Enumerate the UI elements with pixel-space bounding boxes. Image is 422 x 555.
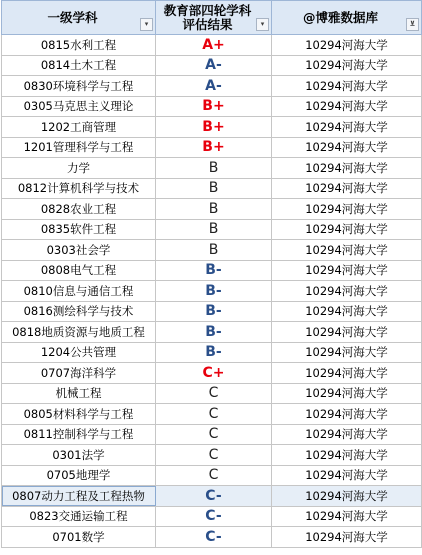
- cell-discipline[interactable]: 0814土木工程: [2, 55, 156, 76]
- cell-grade[interactable]: B+: [156, 96, 272, 117]
- table-row[interactable]: [2, 281, 422, 302]
- table-row[interactable]: [2, 137, 422, 158]
- header-discipline: [2, 1, 156, 35]
- cell-discipline[interactable]: 0303社会学: [2, 240, 156, 261]
- discipline-grade-table: [1, 0, 422, 548]
- table-row[interactable]: [2, 342, 422, 363]
- cell-discipline[interactable]: 0835软件工程: [2, 219, 156, 240]
- table-row[interactable]: [2, 363, 422, 384]
- cell-school[interactable]: 10294河海大学: [272, 301, 422, 322]
- cell-grade[interactable]: B-: [156, 342, 272, 363]
- table-row[interactable]: [2, 55, 422, 76]
- cell-school[interactable]: 10294河海大学: [272, 486, 422, 507]
- table-row[interactable]: [2, 199, 422, 220]
- table-row[interactable]: [2, 322, 422, 343]
- cell-school[interactable]: 10294河海大学: [272, 424, 422, 445]
- table-row[interactable]: [2, 219, 422, 240]
- cell-school[interactable]: 10294河海大学: [272, 35, 422, 56]
- cell-discipline[interactable]: 0301法学: [2, 445, 156, 466]
- cell-school[interactable]: 10294河海大学: [272, 55, 422, 76]
- cell-grade[interactable]: B-: [156, 322, 272, 343]
- cell-discipline[interactable]: 1201管理科学与工程: [2, 137, 156, 158]
- table-row[interactable]: [2, 240, 422, 261]
- filter-active-icon[interactable]: ⊻: [406, 18, 419, 31]
- cell-grade[interactable]: C: [156, 424, 272, 445]
- cell-grade[interactable]: B+: [156, 117, 272, 138]
- cell-grade[interactable]: C: [156, 383, 272, 404]
- cell-discipline[interactable]: 机械工程: [2, 383, 156, 404]
- cell-grade[interactable]: B-: [156, 301, 272, 322]
- header-discipline-label: 一级学科: [47, 9, 98, 25]
- table-row[interactable]: [2, 158, 422, 179]
- cell-discipline[interactable]: 力学: [2, 158, 156, 179]
- cell-grade[interactable]: B-: [156, 260, 272, 281]
- cell-discipline[interactable]: 0810信息与通信工程: [2, 281, 156, 302]
- table-row[interactable]: [2, 117, 422, 138]
- cell-discipline[interactable]: 0705地理学: [2, 465, 156, 486]
- cell-school[interactable]: 10294河海大学: [272, 158, 422, 179]
- cell-school[interactable]: 10294河海大学: [272, 322, 422, 343]
- cell-grade[interactable]: B: [156, 199, 272, 220]
- cell-grade[interactable]: B-: [156, 281, 272, 302]
- cell-grade[interactable]: B: [156, 178, 272, 199]
- cell-school[interactable]: 10294河海大学: [272, 199, 422, 220]
- table-row[interactable]: [2, 260, 422, 281]
- table-row[interactable]: [2, 76, 422, 97]
- cell-grade[interactable]: A-: [156, 55, 272, 76]
- cell-grade[interactable]: C: [156, 445, 272, 466]
- cell-school[interactable]: 10294河海大学: [272, 260, 422, 281]
- cell-discipline[interactable]: 0818地质资源与地质工程: [2, 322, 156, 343]
- filter-dropdown-icon[interactable]: ▾: [256, 18, 269, 31]
- table-row[interactable]: [2, 404, 422, 425]
- cell-discipline[interactable]: 0815水利工程: [2, 35, 156, 56]
- cell-grade[interactable]: A+: [156, 35, 272, 56]
- filter-dropdown-icon[interactable]: ▾: [140, 18, 153, 31]
- cell-school[interactable]: 10294河海大学: [272, 96, 422, 117]
- cell-grade[interactable]: B: [156, 219, 272, 240]
- cell-school[interactable]: 10294河海大学: [272, 465, 422, 486]
- cell-school[interactable]: 10294河海大学: [272, 219, 422, 240]
- cell-discipline[interactable]: 0823交通运输工程: [2, 506, 156, 527]
- cell-discipline[interactable]: 0830环境科学与工程: [2, 76, 156, 97]
- cell-grade[interactable]: C: [156, 465, 272, 486]
- table-row[interactable]: [2, 301, 422, 322]
- cell-school[interactable]: 10294河海大学: [272, 383, 422, 404]
- cell-discipline[interactable]: 0305马克思主义理论: [2, 96, 156, 117]
- cell-discipline[interactable]: 0812计算机科学与技术: [2, 178, 156, 199]
- table-row[interactable]: [2, 424, 422, 445]
- table-row[interactable]: [2, 465, 422, 486]
- cell-discipline[interactable]: 0807动力工程及工程热物: [2, 486, 156, 507]
- cell-school[interactable]: 10294河海大学: [272, 404, 422, 425]
- cell-school[interactable]: 10294河海大学: [272, 76, 422, 97]
- cell-grade[interactable]: C: [156, 404, 272, 425]
- header-evaluation-line1: 教育部四轮学科: [163, 2, 252, 18]
- cell-grade[interactable]: C-: [156, 506, 272, 527]
- cell-discipline[interactable]: 0808电气工程: [2, 260, 156, 281]
- table-row[interactable]: [2, 35, 422, 56]
- table-row[interactable]: [2, 383, 422, 404]
- cell-school[interactable]: 10294河海大学: [272, 363, 422, 384]
- cell-school[interactable]: 10294河海大学: [272, 281, 422, 302]
- cell-grade[interactable]: C-: [156, 527, 272, 548]
- cell-grade[interactable]: C-: [156, 486, 272, 507]
- cell-discipline[interactable]: 0816测绘科学与技术: [2, 301, 156, 322]
- cell-discipline[interactable]: 0701数学: [2, 527, 156, 548]
- cell-school[interactable]: 10294河海大学: [272, 117, 422, 138]
- header-evaluation-line2: 评估结果: [182, 16, 233, 32]
- cell-discipline[interactable]: 0828农业工程: [2, 199, 156, 220]
- cell-grade[interactable]: B+: [156, 137, 272, 158]
- cell-discipline[interactable]: 1202工商管理: [2, 117, 156, 138]
- cell-discipline[interactable]: 0707海洋科学: [2, 363, 156, 384]
- cell-discipline[interactable]: 0805材料科学与工程: [2, 404, 156, 425]
- header-evaluation: [156, 1, 272, 35]
- table-row[interactable]: [2, 527, 422, 548]
- cell-school[interactable]: 10294河海大学: [272, 137, 422, 158]
- cell-discipline[interactable]: 0811控制科学与工程: [2, 424, 156, 445]
- cell-school[interactable]: 10294河海大学: [272, 506, 422, 527]
- cell-grade[interactable]: B: [156, 240, 272, 261]
- header-source-label: @博雅数据库: [302, 9, 378, 25]
- cell-school[interactable]: 10294河海大学: [272, 178, 422, 199]
- cell-school[interactable]: 10294河海大学: [272, 445, 422, 466]
- cell-grade[interactable]: B: [156, 158, 272, 179]
- cell-grade[interactable]: C+: [156, 363, 272, 384]
- table-row[interactable]: [2, 445, 422, 466]
- cell-school[interactable]: 10294河海大学: [272, 527, 422, 548]
- cell-discipline[interactable]: 1204公共管理: [2, 342, 156, 363]
- table-row[interactable]: [2, 506, 422, 527]
- header-evaluation-label: [164, 4, 252, 32]
- table-row[interactable]: [2, 178, 422, 199]
- table-body: [2, 35, 422, 548]
- header-source: [272, 1, 422, 35]
- table-row[interactable]: [2, 96, 422, 117]
- table-row[interactable]: [2, 486, 422, 507]
- header-row: [2, 1, 422, 35]
- cell-grade[interactable]: A-: [156, 76, 272, 97]
- cell-school[interactable]: 10294河海大学: [272, 342, 422, 363]
- cell-school[interactable]: 10294河海大学: [272, 240, 422, 261]
